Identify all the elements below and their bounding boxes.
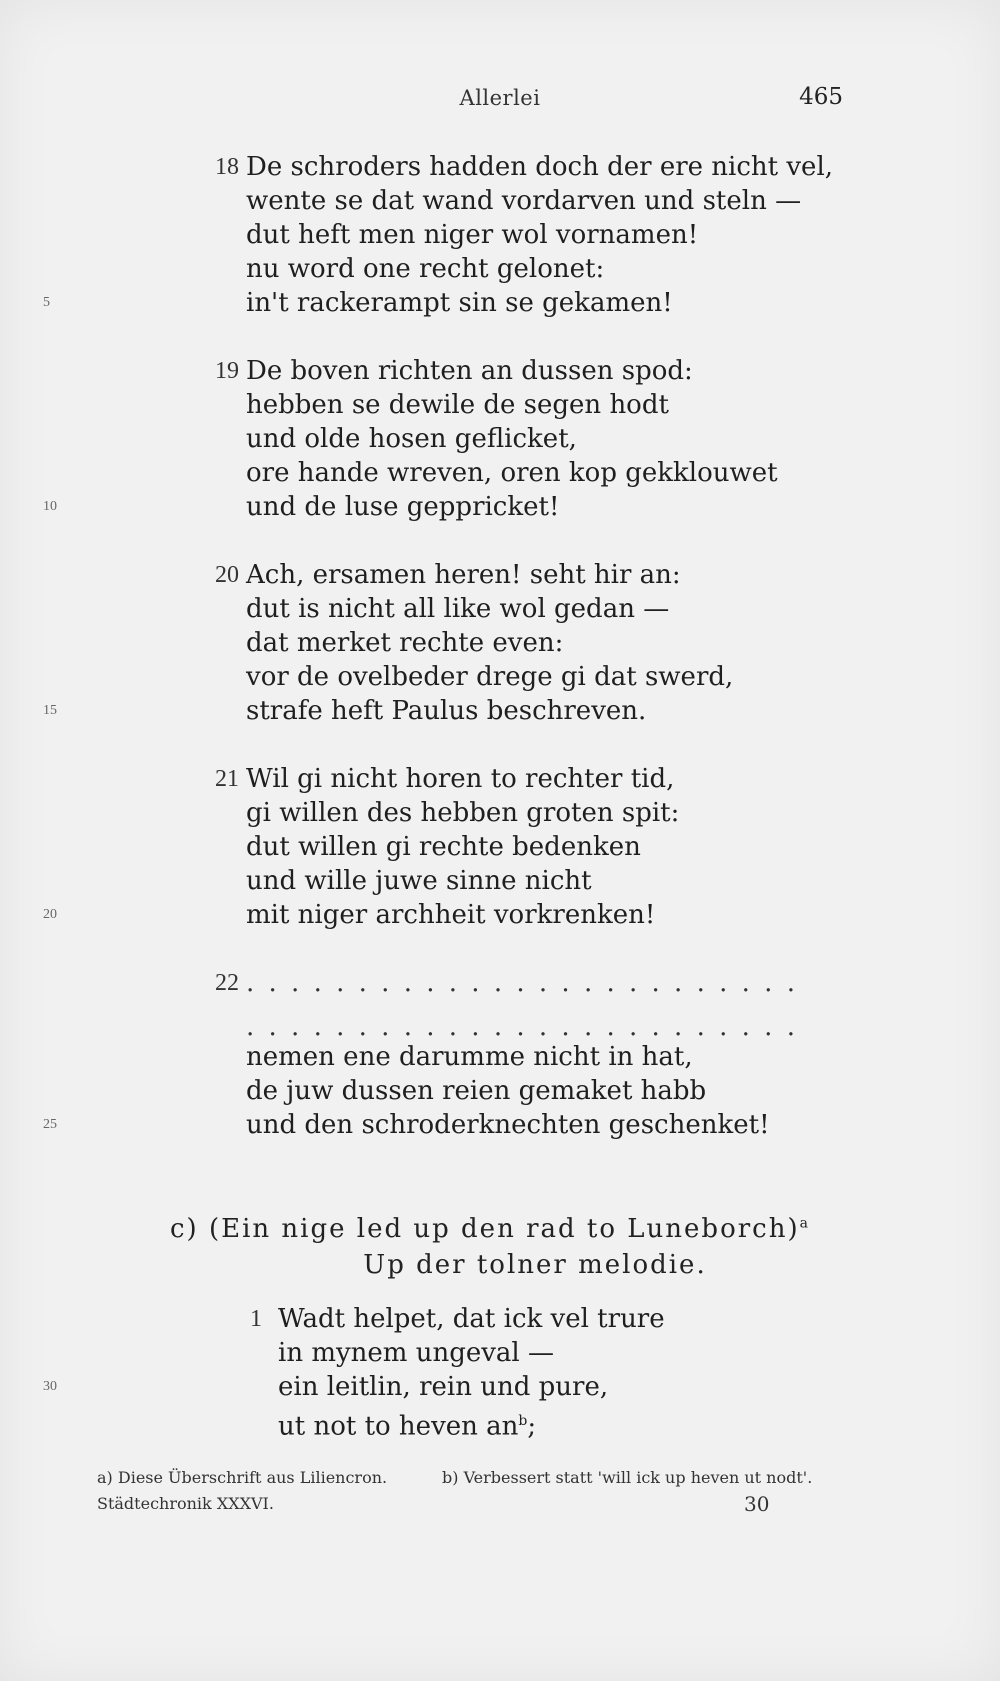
verse-line: De boven richten an dussen spod: xyxy=(246,356,693,386)
line-number: 15 xyxy=(43,703,57,718)
line-number: 20 xyxy=(43,907,57,922)
verse-line: dut willen gi rechte bedenken xyxy=(246,832,641,862)
verse-line: ore hande wreven, oren kop gekklouwet xyxy=(246,458,778,488)
footnotes xyxy=(97,1465,857,1517)
verse-line: und de luse geppricket! xyxy=(246,492,560,522)
verse-line: De schroders hadden doch der ere nicht vel, xyxy=(246,152,834,182)
line-number: 5 xyxy=(43,295,50,310)
verse-line: strafe heft Paulus beschreven. xyxy=(246,696,647,726)
footnote-marker-a: a xyxy=(799,1215,808,1232)
verse-line: Wil gi nicht horen to rechter tid, xyxy=(246,764,675,794)
verse-line: dat merket rechte even: xyxy=(246,628,564,658)
stanza-number: 20 xyxy=(215,562,239,588)
stanza-number: 21 xyxy=(215,766,239,792)
verse-line: nemen ene darumme nicht in hat, xyxy=(246,1042,693,1072)
footnote-b: b) Verbessert statt 'will ick up heven ut nodt'. xyxy=(442,1468,813,1487)
verse-line: ein leitlin, rein und pure, xyxy=(278,1372,609,1402)
verse-line: Wadt helpet, dat ick vel trure xyxy=(278,1304,665,1334)
verse-line: wente se dat wand vordarven und steln — xyxy=(246,186,802,216)
section-subheading: Up der tolner melodie. xyxy=(363,1250,707,1280)
verse-line: in mynem ungeval — xyxy=(278,1338,555,1368)
stanza-number: 18 xyxy=(215,154,239,180)
verse-line: Ach, ersamen heren! seht hir an: xyxy=(246,560,681,590)
footnote-marker-b: b xyxy=(518,1413,528,1429)
page-header xyxy=(0,84,1000,124)
footnote-a: a) Diese Überschrift aus Liliencron. xyxy=(97,1468,388,1487)
verse-line: und olde hosen geflicket, xyxy=(246,424,577,454)
verse-line: in't rackerampt sin se gekamen! xyxy=(246,288,673,318)
verse-line: nu word one recht gelonet: xyxy=(246,254,605,284)
verse-line: mit niger archheit vorkrenken! xyxy=(246,900,656,930)
stanza-number: 1 xyxy=(250,1306,262,1332)
page-number: 465 xyxy=(799,84,843,110)
verse-line-end: ; xyxy=(527,1411,537,1442)
line-number: 30 xyxy=(43,1379,57,1394)
source-note: Städtechronik XXXVI. xyxy=(97,1494,274,1513)
running-title: Allerlei xyxy=(459,86,541,110)
footnote-row xyxy=(97,1465,857,1491)
verse-line: dut is nicht all like wol gedan — xyxy=(246,594,670,624)
footnote-row xyxy=(97,1491,857,1517)
line-number: 10 xyxy=(43,499,57,514)
verse-line: und wille juwe sinne nicht xyxy=(246,866,592,896)
verse-line: dut heft men niger wol vornamen! xyxy=(246,220,699,250)
verse-line: und den schroderknechten geschenket! xyxy=(246,1110,770,1140)
verse-line xyxy=(278,1404,537,1442)
stanza-number: 19 xyxy=(215,358,239,384)
verse-line: de juw dussen reien gemaket habb xyxy=(246,1076,707,1106)
section-heading-text: c) (Ein nige led up den rad to Luneborch) xyxy=(170,1214,800,1244)
verse-line: hebben se dewile de segen hodt xyxy=(246,390,669,420)
omission-dots: . . . . . . . . . . . . . . . . . . . . . . . . . xyxy=(246,1012,798,1042)
section-heading xyxy=(170,1214,810,1244)
verse-line: vor de ovelbeder drege gi dat swerd, xyxy=(246,662,734,692)
verse-line-text: ut not to heven an xyxy=(278,1411,519,1442)
omission-dots: . . . . . . . . . . . . . . . . . . . . . . . . . xyxy=(246,968,798,998)
stanza-number: 22 xyxy=(215,970,239,996)
verse-line: gi willen des hebben groten spit: xyxy=(246,798,680,828)
sheet-signature: 30 xyxy=(744,1492,770,1516)
line-number: 25 xyxy=(43,1117,57,1132)
